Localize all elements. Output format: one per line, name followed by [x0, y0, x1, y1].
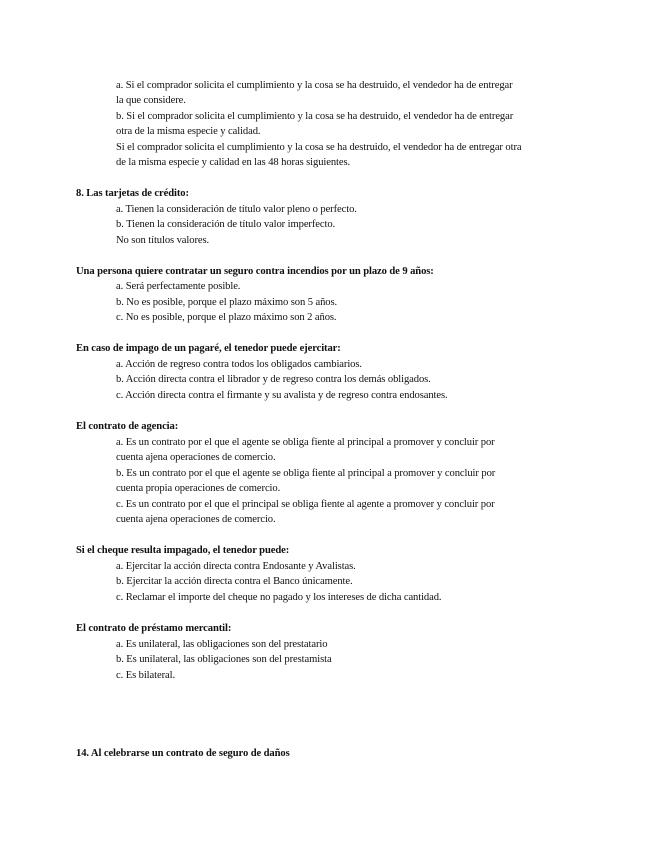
q7-option-a-line1: a. Si el comprador solicita el cumplimiento y la cosa se ha destruido, el vendedor ha de entregar: [116, 80, 513, 91]
q9-option-c: c. No es posible, porque el plazo máximo son 2 años.: [116, 312, 337, 323]
q10-option-b: b. Acción directa contra el librador y de regreso contra los demás obligados.: [116, 374, 431, 385]
q8-option-c: No son títulos valores.: [116, 235, 210, 246]
q11-option-c-line1: c. Es un contrato por el que el principal se obliga fiente al agente a promover y concluir por: [116, 499, 495, 510]
q13-option-a: a. Es unilateral, las obligaciones son del prestatario: [116, 639, 328, 650]
q12-option-a: a. Ejercitar la acción directa contra Endosante y Avalistas.: [116, 561, 356, 572]
q11-option-b-line1: b. Es un contrato por el que el agente se obliga fiente al principal a promover y concluir por: [116, 468, 496, 479]
q10-option-a: a. Acción de regreso contra todos los obligados cambiarios.: [116, 359, 362, 370]
q11-title: El contrato de agencia:: [76, 421, 179, 432]
q10-title: En caso de impago de un pagaré, el tenedor puede ejercitar:: [76, 343, 341, 354]
q7-option-b-line1: b. Si el comprador solicita el cumplimiento y la cosa se ha destruido, el vendedor ha de entregar: [116, 111, 514, 122]
q9-option-b: b. No es posible, porque el plazo máximo son 5 años.: [116, 297, 338, 308]
q11-option-b-line2: cuenta propia operaciones de comercio.: [116, 483, 281, 494]
q7-option-c-line1: Si el comprador solicita el cumplimiento y la cosa se ha destruido, el vendedor ha de entregar otra: [116, 142, 522, 153]
q8-option-a: a. Tienen la consideración de título valor pleno o perfecto.: [116, 204, 357, 215]
q14-title: 14. Al celebrarse un contrato de seguro de daños: [76, 748, 290, 759]
q13-option-b: b. Es unilateral, las obligaciones son del prestamista: [116, 654, 332, 665]
q11-option-a-line2: cuenta ajena operaciones de comercio.: [116, 452, 276, 463]
q7-option-a-line2: la que considere.: [116, 95, 186, 106]
q8-title: 8. Las tarjetas de crédito:: [76, 188, 189, 199]
q9-option-a: a. Será perfectamente posible.: [116, 281, 241, 292]
q9-title: Una persona quiere contratar un seguro contra incendios por un plazo de 9 años:: [76, 266, 434, 277]
q11-option-c-line2: cuenta ajena operaciones de comercio.: [116, 514, 276, 525]
q11-option-a-line1: a. Es un contrato por el que el agente se obliga fiente al principal a promover y concluir por: [116, 437, 495, 448]
q10-option-c: c. Acción directa contra el firmante y su avalista y de regreso contra endosantes.: [116, 390, 448, 401]
q12-option-c: c. Reclamar el importe del cheque no pagado y los intereses de dicha cantidad.: [116, 592, 442, 603]
q12-title: Si el cheque resulta impagado, el tenedor puede:: [76, 545, 290, 556]
q8-option-b: b. Tienen la consideración de título valor imperfecto.: [116, 219, 336, 230]
q12-option-b: b. Ejercitar la acción directa contra el Banco únicamente.: [116, 576, 353, 587]
q7-option-b-line2: otra de la misma especie y calidad.: [116, 126, 261, 137]
q13-title: El contrato de préstamo mercantil:: [76, 623, 232, 634]
q7-option-c-line2: de la misma especie y calidad en las 48 horas siguientes.: [116, 157, 351, 168]
q13-option-c: c. Es bilateral.: [116, 670, 175, 681]
